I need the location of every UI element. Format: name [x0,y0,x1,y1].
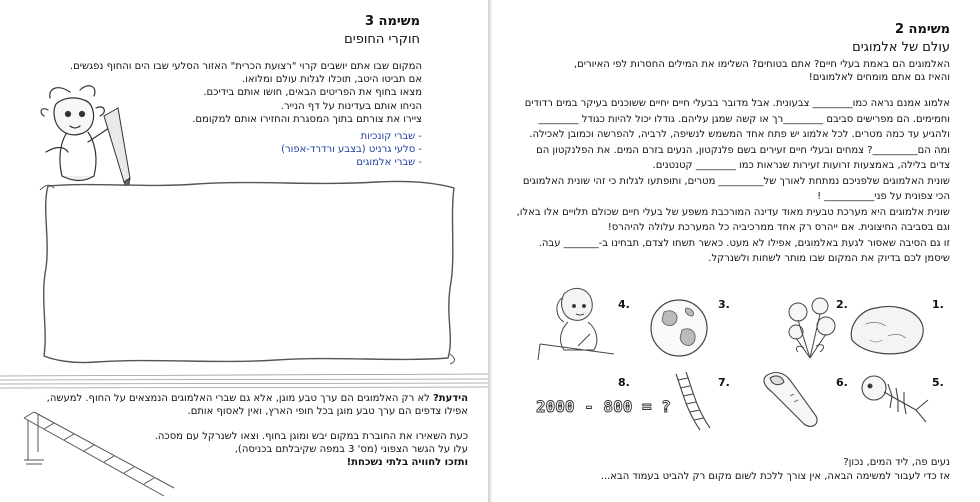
flowers-drawing [776,292,846,362]
picture-number: 6. [836,376,848,389]
rope-drawing [666,370,716,434]
globe-drawing [646,296,712,360]
fact-line: אפילו צדפים הם ערך טבע מוגן בכל חופי הארץ, ואין לאסוף אותם. [187,406,468,418]
page-task-3 [0,0,488,502]
intro-line: הניחו אותם בעדינות על דף הנייר. [280,100,422,112]
fill-in-line: זו גם הסיבה שאסור לגעת באלמוגים, אפילו לא מעט. כאשר תשחו לצדם, תבחינו ב-_______ עבה. [538,237,950,249]
did-you-know-lead: הידעת? [433,393,468,404]
girl-drawing-drawing [534,284,618,362]
fill-in-line: שיסמן לכם בדיוק את המקום שבו מותר לשחות ולשנרקל. [708,253,950,264]
equation-drawing [532,382,671,426]
intro-line: האלמוגים הם באמת בעלי חיים? אתם בטוחים? השלימו את המילים החסרות לפי האיורים, [573,59,950,70]
fill-in-line: אלמוג אמנם נראה כמו________ צבעונית. אבל מדובר בבעלי חיים יחיים ששוכנים בעיקר במים רדודים [524,98,950,109]
list-item: - שברי אלמוגים [356,157,422,169]
items-list [162,130,422,170]
closing-line: עלו על הגשר הצפוני (מס' 3 במפה שקיבלתם בכניסה), [234,444,468,456]
picture-number: 8. [618,376,630,389]
bottom-note [500,456,950,484]
closing-line: כעת השאירו את החוברת במקום יבש ומוגן בחוף. וצאו לשנרקל עם מסכה. [154,431,468,442]
task-2-subtitle: עולם של אלמוגים [852,40,950,55]
closing-instructions [138,430,468,470]
fill-in-line: הכי צפונית על פני__________ ! [817,191,950,202]
intro-line: והאיז גם אתם מומחים לאלמוגים! [808,72,950,84]
task-3-title: משימה 3 [364,14,420,29]
fill-in-line: צדים בלילה, באמצעות זרועות זעירות שנראות כמו ________ קטנטנים. [652,160,950,171]
fish-skeleton-drawing [854,370,932,428]
fill-in-line: ומה הם_________? צמחים ובעלי חיים זעירים בשם פלנקטון, הנעים בזרם המים. את הפלנקטון הם [536,144,950,156]
picture-number: 7. [718,376,730,389]
fill-in-line: שונית אלמוגים היא מערכת טבעית מאוד עדינה המורכבת משפע של בעלי חיים שכולם תלויים אלו באלו, [516,206,950,218]
rock-drawing [846,300,928,358]
sea-sketch-strip [0,370,488,392]
finger-drawing [756,366,836,430]
picture-number: 1. [932,298,944,311]
fill-in-line: שונית האלמוגים שלפניכם נמתחת לאורך של_________ מטרים, ותופתעו לגלות כי זהי שונית האלמוגים [522,175,950,187]
intro-line: ציירו את צורתם בתוך המסגרת והחזירו אותם למקומם. [192,113,422,125]
intro-line: מצאו בחוף את הפריטים הבאים, חושו אותם בידיכם. [203,87,422,99]
picture-number: 4. [618,298,630,311]
list-item: - שברי קונכיות [360,131,422,142]
intro-line: המקום שבו אתם יושבים קרוי "רצועת הכרית" האזור הסלעי שבו הים והחוף נפגשים. [69,61,422,72]
fill-in-text [500,96,950,267]
page-task-2 [492,0,980,502]
picture-number: 3. [718,298,730,311]
list-item: - סלעי גרניט (בצבע ורדרד-אפור) [281,144,422,156]
drawing-frame [36,178,460,364]
intro-line: אם תביטו היטב, תוכלו לגלות עולם ומלואו. [242,74,422,86]
fill-in-line: וחמימים. הם מפרישים סביבם ________רך או קשה שמגן עליהם. גודלו יכול להיות כגודל ________ [538,113,950,125]
closing-bold-line: ותזכו לחוויה בלתי נשכחת! [346,457,468,469]
fill-in-line: וגם בסביבה החיצונית. אם ייהרס רק אחד ממרכיביה כל המערכת עלולה להיהרס! [607,222,950,233]
bottom-line: אז כדי לעבור למשימה הבאה, אין צורך ללכת לשום מקום רק להביט בעמוד הבא... [600,471,950,482]
fact-line: לא רק האלמוגים הם ערך טבע מוגן, אלא גם שברי האלמוגים הנמצאים על החוף. למעשה, [46,393,433,404]
pier-sketch [4,400,174,500]
picture-number: 5. [932,376,944,389]
task-2-title: משימה 2 [894,22,950,37]
task-3-subtitle: חוקרי החופים [344,32,420,47]
picture-number: 2. [836,298,848,311]
bottom-line: נעים פה, ליד המים, נכון? [843,457,950,468]
equation-text: 2000 - 800 = ? [536,397,671,416]
task-2-intro [510,58,950,84]
fill-in-line: ולהגיע עד כמה מטרים. לכל אלמוג יש פתח אחד המשמש לנשיפה, לרביה, להפרשה וכמובן לאכילה. [529,129,950,140]
